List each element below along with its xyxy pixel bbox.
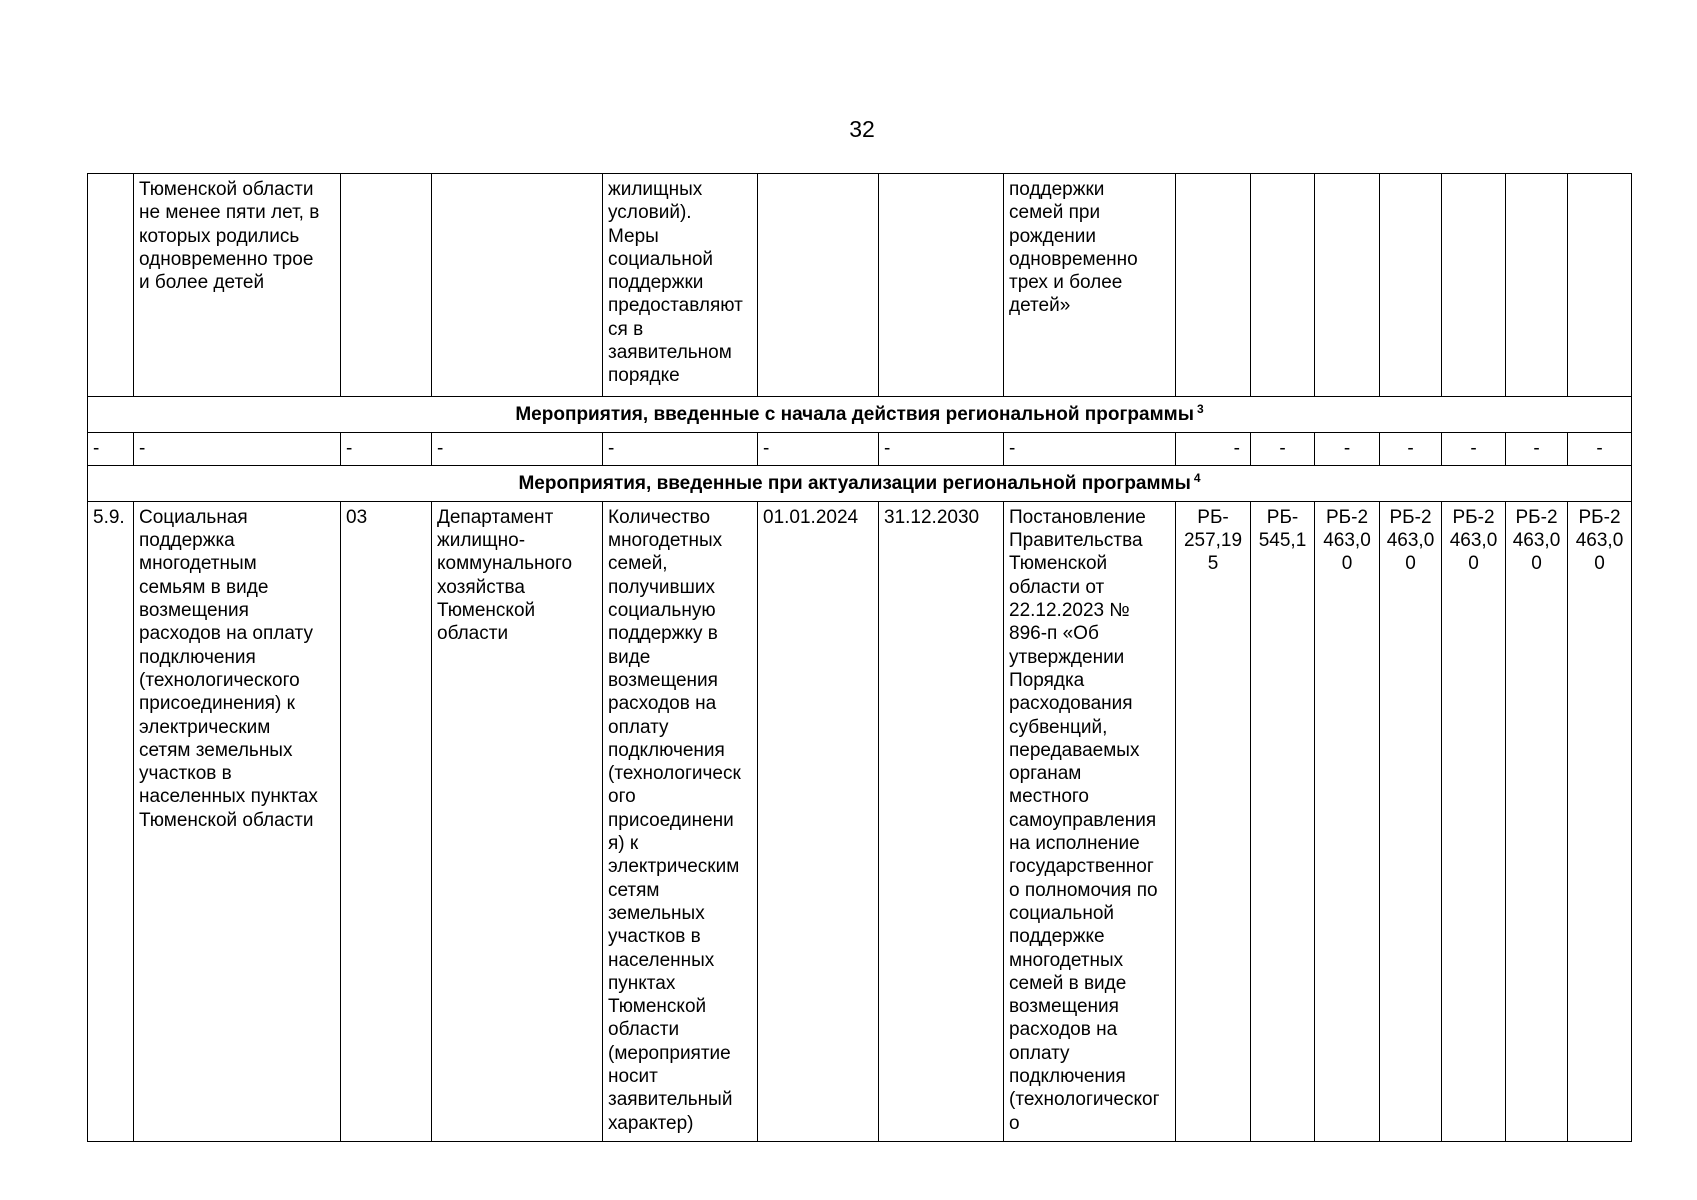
dash-cell: - bbox=[1442, 433, 1506, 465]
cell-responsible: Департамент жилищно- коммунального хозяйства Тюменской области bbox=[432, 501, 603, 1141]
cell-indicator: жилищных условий). Меры социальной поддержки предоставляют ся в заявительном порядке bbox=[603, 174, 758, 397]
cell-funding: РБ-2 463,0 0 bbox=[1506, 501, 1568, 1141]
dash-cell: - bbox=[1176, 433, 1251, 465]
dash-cell: - bbox=[341, 433, 432, 465]
program-table bbox=[87, 173, 1632, 1142]
cell-document: Постановление Правительства Тюменской области от 22.12.2023 № 896-п «Об утверждении Порядка расходования субвенций, передаваемых органам местного самоуправления на исполнение государственног о полномочия по социальной поддержке многодетных семей в виде возмещения расходов на оплату подключения (технологическог о bbox=[1004, 501, 1176, 1141]
cell-end-date: 31.12.2030 bbox=[879, 501, 1004, 1141]
section-title-text: Мероприятия, введенные с начала действия региональной программы bbox=[515, 404, 1194, 425]
cell-funding: РБ- 257,19 5 bbox=[1176, 501, 1251, 1141]
page-number: 32 bbox=[849, 116, 875, 142]
dash-cell: - bbox=[1568, 433, 1632, 465]
dash-cell: - bbox=[758, 433, 879, 465]
table-row-continued bbox=[88, 174, 1632, 397]
section-row-update bbox=[88, 465, 1632, 501]
footnote-mark: 4 bbox=[1193, 470, 1201, 485]
cell-code bbox=[341, 174, 432, 397]
section-title-start bbox=[88, 397, 1632, 433]
section-row-start bbox=[88, 397, 1632, 433]
cell-responsible bbox=[432, 174, 603, 397]
cell-funding: РБ- 545,1 bbox=[1251, 501, 1315, 1141]
cell-funding: РБ-2 463,0 0 bbox=[1568, 501, 1632, 1141]
dash-cell: - bbox=[1315, 433, 1380, 465]
dash-cell: - bbox=[879, 433, 1004, 465]
cell-funding bbox=[1380, 174, 1442, 397]
cell-document: поддержки семей при рождении одновременно трех и более детей» bbox=[1004, 174, 1176, 397]
section-title-update bbox=[88, 465, 1632, 501]
cell-funding bbox=[1251, 174, 1315, 397]
cell-indicator: Количество многодетных семей, получивших социальную поддержку в виде возмещения расходов на оплату подключения (технологическ ого присоединени я) к электрическим сетям земельных участков в населенных пунктах Тюменской области (мероприятие носит заявительный характер) bbox=[603, 501, 758, 1141]
cell-number bbox=[88, 174, 134, 397]
dash-cell: - bbox=[1506, 433, 1568, 465]
dash-cell: - bbox=[134, 433, 341, 465]
dash-cell: - bbox=[1380, 433, 1442, 465]
table-row-item bbox=[88, 501, 1632, 1141]
table-row-dashes bbox=[88, 433, 1632, 465]
cell-start-date: 01.01.2024 bbox=[758, 501, 879, 1141]
cell-funding bbox=[1442, 174, 1506, 397]
section-title-text: Мероприятия, введенные при актуализации региональной программы bbox=[518, 472, 1191, 494]
cell-name: Тюменской области не менее пяти лет, в которых родились одновременно трое и более детей bbox=[134, 174, 341, 397]
dash-cell: - bbox=[1251, 433, 1315, 465]
cell-funding bbox=[1315, 174, 1380, 397]
dash-cell: - bbox=[603, 433, 758, 465]
cell-name: Социальная поддержка многодетным семьям в виде возмещения расходов на оплату подключения (технологического присоединения) к электрическим сетям земельных участков в населенных пунктах Тюменской области bbox=[134, 501, 341, 1141]
dash-cell: - bbox=[432, 433, 603, 465]
cell-end-date bbox=[879, 174, 1004, 397]
cell-start-date bbox=[758, 174, 879, 397]
footnote-mark: 3 bbox=[1196, 402, 1204, 416]
cell-code: 03 bbox=[341, 501, 432, 1141]
cell-funding: РБ-2 463,0 0 bbox=[1442, 501, 1506, 1141]
cell-funding bbox=[1176, 174, 1251, 397]
cell-funding: РБ-2 463,0 0 bbox=[1380, 501, 1442, 1141]
cell-funding bbox=[1506, 174, 1568, 397]
dash-cell: - bbox=[1004, 433, 1176, 465]
cell-funding: РБ-2 463,0 0 bbox=[1315, 501, 1380, 1141]
dash-cell: - bbox=[88, 433, 134, 465]
cell-funding bbox=[1568, 174, 1632, 397]
cell-number: 5.9. bbox=[88, 501, 134, 1141]
